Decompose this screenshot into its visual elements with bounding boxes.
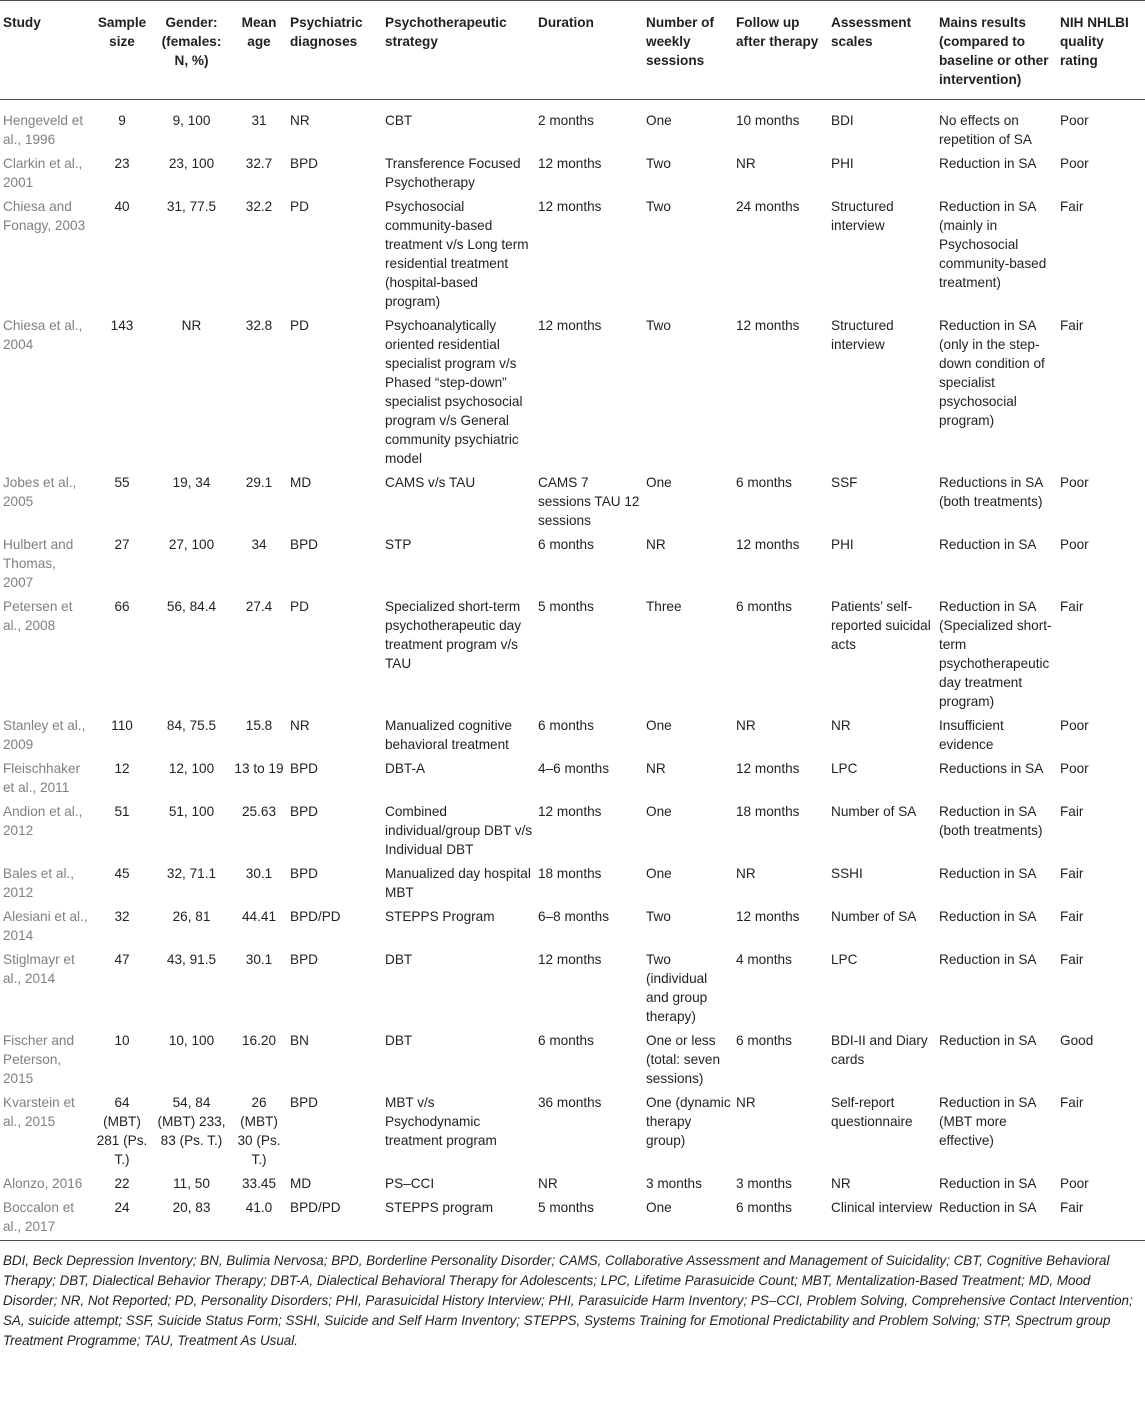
cell-quality: Fair [1060,909,1084,924]
cell-results: No effects on repetition of SA [939,113,1032,147]
cell-weekly-sessions: One or less (total: seven sessions) [646,1033,721,1086]
cell-study: Bales et al., 2012 [3,866,75,900]
cell-gender: NR [181,318,202,333]
cell-follow-up: 6 months [736,1200,792,1215]
cell-mean-age: 30.1 [245,952,273,967]
cell-weekly-sessions: Two [646,199,671,214]
cell-study: Fleischhaker et al., 2011 [3,761,81,795]
cell-quality: Poor [1060,718,1089,733]
cell-gender: 84, 75.5 [166,718,217,733]
cell-sample-size: 64 (MBT) 281 (Ps. T.) [96,1095,148,1167]
cell-mean-age: 26 (MBT) 30 (Ps. T.) [237,1095,281,1167]
cell-weekly-sessions: One [646,475,672,490]
cell-sample-size: 24 [114,1200,130,1215]
cell-results: Reduction in SA [939,1176,1037,1191]
cell-strategy: STEPPS Program [385,909,495,924]
cell-strategy: STP [385,537,412,552]
cell-assessment: Clinical interview [831,1200,933,1215]
cell-weekly-sessions: One (dynamic therapy group) [646,1095,731,1148]
cell-gender: 26, 81 [172,909,211,924]
cell-follow-up: 6 months [736,475,792,490]
cell-study: Boccalon et al., 2017 [3,1200,75,1234]
cell-follow-up: 12 months [736,318,800,333]
cell-diagnoses: PD [290,599,309,614]
cell-follow-up: 12 months [736,909,800,924]
cell-sample-size: 22 [114,1176,130,1191]
cell-weekly-sessions: Two [646,909,671,924]
cell-quality: Fair [1060,199,1084,214]
cell-mean-age: 41.0 [245,1200,273,1215]
cell-weekly-sessions: NR [646,761,666,776]
cell-results: Reduction in SA [939,952,1037,967]
cell-gender: 54, 84 (MBT) 233, 83 (Ps. T.) [157,1095,226,1148]
cell-study: Hulbert and Thomas, 2007 [3,537,74,590]
cell-sample-size: 47 [114,952,130,967]
cell-duration: 5 months [538,599,594,614]
cell-gender: 11, 50 [173,1176,210,1191]
header-strategy: Psychotherapeutic strategy [382,1,535,100]
cell-quality: Fair [1060,866,1084,881]
cell-assessment: SSHI [831,866,863,881]
cell-strategy: CBT [385,113,413,128]
cell-mean-age: 44.41 [241,909,277,924]
cell-results: Reduction in SA [939,909,1037,924]
cell-weekly-sessions: Two [646,318,671,333]
cell-duration: CAMS 7 sessions TAU 12 sessions [538,475,640,528]
cell-quality: Fair [1060,804,1084,819]
cell-quality: Poor [1060,1176,1089,1191]
cell-quality: Poor [1060,113,1089,128]
cell-assessment: BDI-II and Diary cards [831,1033,928,1067]
cell-quality: Fair [1060,1200,1084,1215]
cell-weekly-sessions: 3 months [646,1176,702,1191]
cell-follow-up: 4 months [736,952,792,967]
cell-quality: Good [1060,1033,1094,1048]
cell-mean-age: 32.2 [245,199,273,214]
cell-study: Clarkin et al., 2001 [3,156,83,190]
cell-mean-age: 25.63 [241,804,277,819]
cell-mean-age: 13 to 19 [234,761,284,776]
cell-results: Reduction in SA (both treatments) [939,804,1043,838]
cell-sample-size: 9 [118,113,126,128]
cell-results: Reductions in SA [939,761,1044,776]
cell-results: Reduction in SA (MBT more effective) [939,1095,1036,1148]
header-sample-size: Sample size [91,1,152,100]
cell-duration: 5 months [538,1200,594,1215]
table-row [0,1028,1145,1090]
header-assessment: Assessment scales [828,1,936,100]
cell-assessment: Number of SA [831,804,917,819]
cell-diagnoses: NR [290,113,310,128]
cell-sample-size: 23 [114,156,130,171]
cell-duration: 12 months [538,199,602,214]
table-row [0,100,1145,152]
table-row [0,713,1145,756]
cell-quality: Fair [1060,599,1084,614]
cell-follow-up: 6 months [736,599,792,614]
cell-gender: 31, 77.5 [166,199,217,214]
cell-sample-size: 143 [110,318,134,333]
cell-sample-size: 66 [114,599,130,614]
cell-duration: 12 months [538,156,602,171]
header-weekly-sessions: Number of weekly sessions [643,1,733,100]
cell-weekly-sessions: One [646,866,672,881]
cell-diagnoses: BPD [290,866,318,881]
cell-weekly-sessions: One [646,804,672,819]
cell-gender: 43, 91.5 [166,952,217,967]
cell-follow-up: 10 months [736,113,800,128]
cell-study: Stanley et al., 2009 [3,718,86,752]
cell-sample-size: 32 [114,909,130,924]
cell-assessment: Number of SA [831,909,917,924]
table-row [0,1090,1145,1171]
cell-assessment: Structured interview [831,199,894,233]
table-row [0,1171,1145,1195]
cell-sample-size: 27 [114,537,130,552]
cell-diagnoses: MD [290,475,312,490]
cell-weekly-sessions: One [646,1200,672,1215]
cell-gender: 23, 100 [168,156,215,171]
cell-diagnoses: BN [290,1033,309,1048]
cell-duration: 18 months [538,866,602,881]
header-study: Study [0,1,91,100]
cell-duration: 36 months [538,1095,602,1110]
cell-mean-age: 32.8 [245,318,273,333]
cell-mean-age: 31 [251,113,267,128]
cell-mean-age: 30.1 [245,866,273,881]
cell-duration: 6–8 months [538,909,610,924]
cell-strategy: Manualized day hospital MBT [385,866,531,900]
cell-weekly-sessions: NR [646,537,666,552]
cell-follow-up: NR [736,1095,756,1110]
cell-diagnoses: PD [290,199,309,214]
cell-duration: 12 months [538,804,602,819]
cell-duration: 12 months [538,318,602,333]
cell-results: Reduction in SA [939,156,1037,171]
cell-sample-size: 51 [114,804,130,819]
cell-sample-size: 55 [114,475,130,490]
cell-results: Reduction in SA [939,537,1037,552]
cell-follow-up: 12 months [736,537,800,552]
table-row [0,313,1145,470]
cell-study: Kvarstein et al., 2015 [3,1095,75,1129]
cell-diagnoses: BPD [290,1095,318,1110]
cell-sample-size: 10 [114,1033,130,1048]
cell-study: Hengeveld et al., 1996 [3,113,84,147]
cell-results: Reduction in SA [939,1200,1037,1215]
cell-follow-up: NR [736,156,756,171]
header-follow-up: Follow up after therapy [733,1,828,100]
cell-assessment: LPC [831,761,858,776]
cell-duration: 6 months [538,1033,594,1048]
cell-duration: 12 months [538,952,602,967]
cell-results: Reduction in SA (Specialized short-term psychotherapeutic day treatment program) [939,599,1052,709]
header-diagnoses: Psychiatric diagnoses [287,1,382,100]
cell-sample-size: 12 [114,761,130,776]
cell-study: Chiesa and Fonagy, 2003 [3,199,86,233]
cell-diagnoses: BPD [290,761,318,776]
cell-assessment: NR [831,1176,851,1191]
cell-strategy: Combined individual/group DBT v/s Individual DBT [385,804,533,857]
cell-study: Chiesa et al., 2004 [3,318,83,352]
header-row [0,1,1145,100]
cell-strategy: Transference Focused Psychotherapy [385,156,521,190]
cell-strategy: STEPPS program [385,1200,494,1215]
header-results: Mains results (compared to baseline or other intervention) [936,1,1057,100]
cell-study: Alonzo, 2016 [3,1176,83,1191]
cell-gender: 10, 100 [168,1033,215,1048]
table-row [0,1195,1145,1241]
cell-sample-size: 110 [111,718,133,733]
cell-results: Reduction in SA (mainly in Psychosocial community-based treatment) [939,199,1047,290]
cell-results: Reduction in SA [939,866,1037,881]
table-body [0,100,1145,1241]
cell-results: Reduction in SA (only in the step-down condition of specialist psychosocial program) [939,318,1045,428]
cell-weekly-sessions: One [646,113,672,128]
header-mean-age: Mean age [230,1,287,100]
cell-gender: 56, 84.4 [166,599,217,614]
cell-strategy: Psychoanalytically oriented residential specialist program v/s Phased “step-down” specialist psychosocial program v/s General community psychiatric model [385,318,523,466]
cell-follow-up: 24 months [736,199,800,214]
cell-strategy: Manualized cognitive behavioral treatment [385,718,512,752]
cell-study: Stiglmayr et al., 2014 [3,952,75,986]
cell-weekly-sessions: Two [646,156,671,171]
cell-quality: Poor [1060,475,1089,490]
cell-mean-age: 15.8 [245,718,273,733]
header-gender: Gender: (females: N, %) [152,1,230,100]
cell-diagnoses: BPD/PD [290,1200,341,1215]
table-row [0,194,1145,313]
cell-duration: 2 months [538,113,594,128]
cell-duration: NR [538,1176,558,1191]
cell-weekly-sessions: One [646,718,672,733]
table-row [0,594,1145,713]
cell-duration: 4–6 months [538,761,610,776]
cell-mean-age: 32.7 [245,156,273,171]
table-row [0,470,1145,532]
cell-duration: 6 months [538,537,594,552]
cell-results: Reductions in SA (both treatments) [939,475,1043,509]
cell-strategy: DBT-A [385,761,426,776]
cell-gender: 9, 100 [172,113,211,128]
cell-assessment: PHI [831,537,854,552]
cell-diagnoses: NR [290,718,310,733]
cell-duration: 6 months [538,718,594,733]
cell-mean-age: 34 [251,537,267,552]
cell-assessment: Structured interview [831,318,894,352]
cell-gender: 20, 83 [172,1200,211,1215]
cell-quality: Poor [1060,537,1089,552]
cell-gender: 32, 71.1 [166,866,217,881]
cell-weekly-sessions: Two (individual and group therapy) [646,952,708,1024]
table-row [0,756,1145,799]
cell-strategy: DBT [385,1033,413,1048]
table-row [0,947,1145,1028]
table-row [0,861,1145,904]
cell-strategy: MBT v/s Psychodynamic treatment program [385,1095,497,1148]
cell-assessment: NR [831,718,851,733]
cell-study: Petersen et al., 2008 [3,599,73,633]
cell-weekly-sessions: Three [646,599,682,614]
cell-gender: 51, 100 [168,804,215,819]
cell-diagnoses: PD [290,318,309,333]
cell-assessment: PHI [831,156,854,171]
cell-quality: Poor [1060,761,1089,776]
header-quality: NIH NHLBI quality rating [1057,1,1145,100]
cell-strategy: CAMS v/s TAU [385,475,476,490]
table-row [0,904,1145,947]
table-footnote: BDI, Beck Depression Inventory; BN, Bulimia Nervosa; BPD, Borderline Personality Disorder; CAMS, Collaborative Assessment and Management of Suicidality; CBT, Cognitive Behavioral Therapy; DBT, Dialectical Behavior Therapy; DBT-A, Dialectical Behavioral Therapy for Adolescents; LPC, Lifetime Parasuicide Count; MBT, Mentalization-Based Treatment; MD, Mood Disorder; NR, Not Reported; PD, Personality Disorders; PHI, Parasuicidal History Interview; PHI, Parasuicide Harm Inventory; PS–CCI, Problem Solving, Comprehensive Contact Intervention; SA, suicide attempt; SSF, Suicide Status Form; SSHI, Suicide and Self Harm Inventory; STEPPS, Systems Training for Emotional Predictability and Problem Solving; STP, Spectrum group Treatment Programme; TAU, Treatment As Usual. [3,1253,1133,1348]
cell-assessment: Patients’ self-reported suicidal acts [831,599,931,652]
cell-study: Fischer and Peterson, 2015 [3,1033,75,1086]
table-row [0,799,1145,861]
cell-quality: Fair [1060,1095,1084,1110]
cell-study: Alesiani et al., 2014 [3,909,88,943]
cell-diagnoses: BPD [290,952,318,967]
cell-diagnoses: BPD [290,537,318,552]
cell-strategy: Specialized short-term psychotherapeutic day treatment program v/s TAU [385,599,522,671]
cell-sample-size: 40 [114,199,130,214]
cell-strategy: Psychosocial community-based treatment v/s Long term residential treatment (hospital-based program) [385,199,529,309]
cell-mean-age: 27.4 [245,599,273,614]
cell-follow-up: 6 months [736,1033,792,1048]
cell-diagnoses: BPD [290,804,318,819]
table-row [0,532,1145,594]
cell-study: Andion et al., 2012 [3,804,83,838]
cell-strategy: PS–CCI [385,1176,435,1191]
cell-results: Insufficient evidence [939,718,1004,752]
cell-mean-age: 29.1 [245,475,273,490]
header-duration: Duration [535,1,643,100]
cell-sample-size: 45 [114,866,130,881]
cell-follow-up: NR [736,866,756,881]
cell-study: Jobes et al., 2005 [3,475,77,509]
cell-follow-up: 12 months [736,761,800,776]
cell-diagnoses: BPD [290,156,318,171]
cell-mean-age: 16.20 [241,1033,277,1048]
cell-quality: Fair [1060,318,1084,333]
cell-assessment: SSF [831,475,858,490]
cell-assessment: BDI [831,113,854,128]
cell-results: Reduction in SA [939,1033,1037,1048]
cell-gender: 19, 34 [172,475,211,490]
cell-quality: Poor [1060,156,1089,171]
cell-gender: 27, 100 [168,537,215,552]
table-row [0,151,1145,194]
cell-diagnoses: MD [290,1176,312,1191]
cell-assessment: LPC [831,952,858,967]
cell-follow-up: 3 months [736,1176,792,1191]
cell-diagnoses: BPD/PD [290,909,341,924]
cell-assessment: Self-report questionnaire [831,1095,913,1129]
cell-gender: 12, 100 [168,761,215,776]
cell-follow-up: 18 months [736,804,800,819]
cell-quality: Fair [1060,952,1084,967]
cell-follow-up: NR [736,718,756,733]
cell-mean-age: 33.45 [241,1176,277,1191]
cell-strategy: DBT [385,952,413,967]
